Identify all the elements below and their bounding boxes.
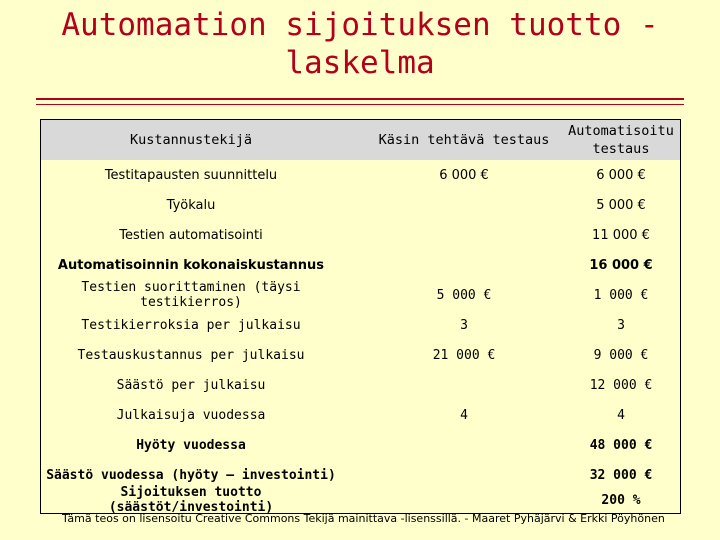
table-row-total-cost <box>41 250 680 280</box>
header-manual-testing: Käsin tehtävä testaus <box>378 132 550 148</box>
row-auto-value: 48 000 € <box>589 437 653 453</box>
header-cost-factor: Kustannustekijä <box>130 132 252 148</box>
row-manual-value: 21 000 € <box>432 347 496 363</box>
table-row <box>41 220 680 250</box>
row-auto-value: 9 000 € <box>593 347 649 363</box>
table-row <box>41 400 680 430</box>
table-row <box>41 310 680 340</box>
title-underline <box>36 98 684 100</box>
row-label: Testien automatisointi <box>119 227 263 243</box>
row-label: Automatisoinnin kokonaiskustannus <box>57 257 325 273</box>
row-manual-value <box>351 190 577 220</box>
slide-title <box>0 6 720 82</box>
row-auto-value: 5 000 € <box>596 197 646 213</box>
row-auto-value: 4 <box>617 407 625 423</box>
row-label: Testien suorittaminen (täysi testikierros) <box>81 280 301 310</box>
roi-table <box>40 119 681 514</box>
row-manual-value <box>351 485 577 515</box>
row-label: Sijoituksen tuotto (säästöt/investointi) <box>108 485 274 515</box>
row-manual-value <box>351 220 577 250</box>
header-automated-testing: Automatisoitu testaus <box>568 123 674 157</box>
table-row <box>41 280 680 310</box>
slide-title-line-2: laskelma <box>285 45 435 81</box>
row-auto-value: 3 <box>617 317 625 333</box>
table-row <box>41 190 680 220</box>
table-row <box>41 160 680 190</box>
title-underline-thin <box>36 104 684 105</box>
row-auto-value: 11 000 € <box>592 227 650 243</box>
row-label: Testikierroksia per julkaisu <box>81 317 301 333</box>
row-manual-value <box>351 370 577 400</box>
row-auto-value: 200 % <box>601 492 641 508</box>
row-label: Hyöty vuodessa <box>136 437 246 453</box>
row-manual-value: 6 000 € <box>439 167 489 183</box>
row-label: Testitapausten suunnittelu <box>104 167 278 183</box>
table-header-row <box>41 120 680 160</box>
row-label: Julkaisuja vuodessa <box>116 407 266 423</box>
row-label: Työkalu <box>166 197 216 213</box>
table-row <box>41 340 680 370</box>
row-manual-value: 3 <box>460 317 468 333</box>
row-label: Säästö vuodessa (hyöty – investointi) <box>46 467 336 483</box>
slide-title-line-1: Automaation sijoituksen tuotto - <box>61 7 659 43</box>
row-manual-value <box>351 430 577 460</box>
row-auto-value: 6 000 € <box>596 167 646 183</box>
row-label: Säästö per julkaisu <box>116 377 266 393</box>
row-manual-value: 5 000 € <box>436 287 492 303</box>
license-footer: Tämä teos on lisensoitu Creative Commons Tekijä mainittava -lisenssillä. - Maaret Pyhäjärvi & Erkki Pöyhönen <box>62 512 665 525</box>
table-row <box>41 370 680 400</box>
table-row-roi <box>41 485 680 515</box>
row-label: Testauskustannus per julkaisu <box>77 347 305 363</box>
row-auto-value: 1 000 € <box>593 287 649 303</box>
row-manual-value <box>351 250 577 280</box>
row-manual-value: 4 <box>460 407 468 423</box>
table-row-yearly-benefit <box>41 430 680 460</box>
row-auto-value: 16 000 € <box>589 257 653 273</box>
row-auto-value: 32 000 € <box>589 467 653 483</box>
row-auto-value: 12 000 € <box>589 377 653 393</box>
